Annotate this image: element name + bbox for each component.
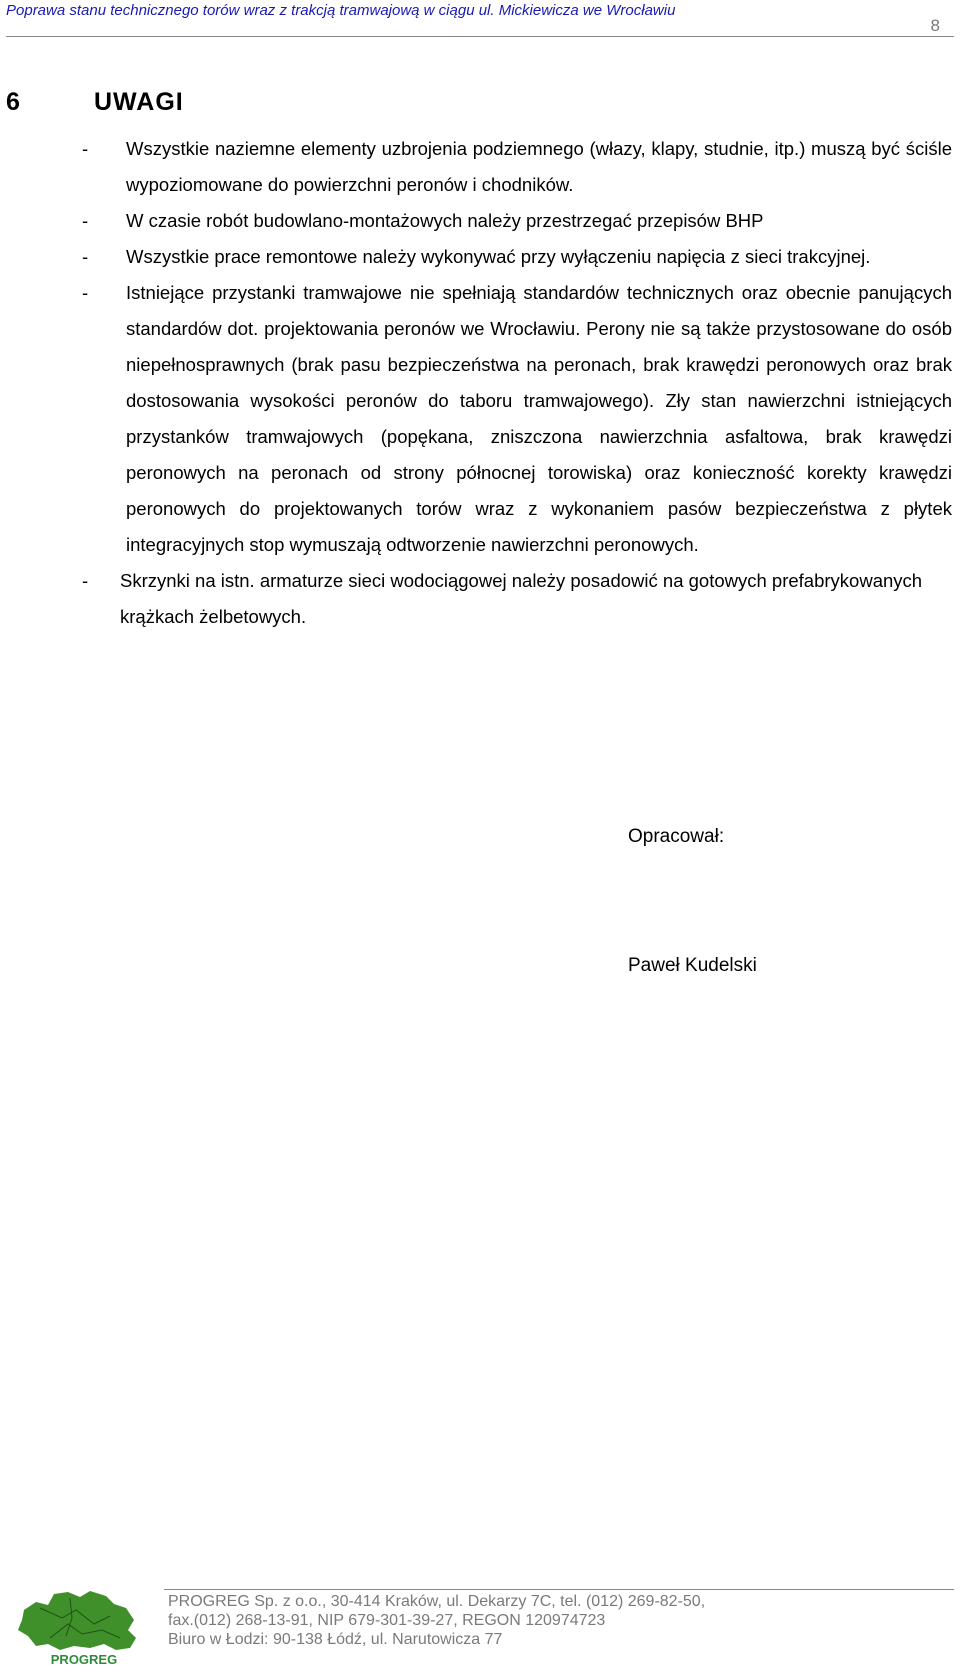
footer-divider xyxy=(164,1589,954,1590)
footer-contact xyxy=(168,1592,705,1649)
list-dash: - xyxy=(82,570,89,591)
list-dash: - xyxy=(82,246,89,267)
footer-line-office: Biuro w Łodzi: 90-138 Łódź, ul. Narutowicza 77 xyxy=(168,1631,503,1648)
note-text: Skrzynki na istn. armaturze sieci wodociągowej należy posadowić na gotowych prefabrykowanych krążkach żelbetowych. xyxy=(120,570,923,627)
footer-line-registry: fax.(012) 268-13-91, NIP 679-301-39-27, REGON 120974723 xyxy=(168,1612,606,1629)
list-dash: - xyxy=(82,282,89,303)
notes-list xyxy=(82,131,952,635)
note-item xyxy=(82,275,952,563)
map-logo-icon xyxy=(10,1588,160,1668)
note-text: Istniejące przystanki tramwajowe nie spełniają standardów technicznych oraz obecnie panujących standardów dot. projektowania peronów we Wrocławiu. Perony nie są także przystosowane do osób niepełnosprawnych (brak pasu bezpieczeństwa na peronach, brak krawędzi peronowych oraz brak dostosowania wysokości peronów do taboru tramwajowego). Zły stan nawierzchni istniejących przystanków tramwajowych (popękana, zniszczona nawierzchnia asfaltowa, brak krawędzi peronowych na peronach od strony północnej torowiska) oraz konieczność korekty krawędzi peronowych do projektowanych torów wraz z wykonaniem pasów bezpieczeństwa z płytek integracyjnych stop wymuszają odtworzenie nawierzchni peronowych. xyxy=(126,282,952,555)
list-dash: - xyxy=(82,210,89,231)
note-item xyxy=(82,203,952,239)
note-text: W czasie robót budowlano-montażowych należy przestrzegać przepisów BHP xyxy=(126,210,764,231)
section-number: 6 xyxy=(6,88,21,116)
note-item xyxy=(82,239,952,275)
logo-text: PROGREG xyxy=(50,1652,118,1667)
section-title: UWAGI xyxy=(94,88,184,116)
signature-name: Paweł Kudelski xyxy=(628,955,757,976)
note-item xyxy=(82,131,952,203)
note-text: Wszystkie prace remontowe należy wykonywać przy wyłączeniu napięcia z sieci trakcyjnej. xyxy=(126,246,871,267)
list-dash: - xyxy=(82,138,89,159)
footer-line-address: PROGREG Sp. z o.o., 30-414 Kraków, ul. Dekarzy 7C, tel. (012) 269-82-50, xyxy=(168,1593,706,1610)
document-header-title: Poprawa stanu technicznego torów wraz z trakcją tramwajową w ciągu ul. Mickiewicza we Wrocławiu xyxy=(6,2,676,19)
section-heading xyxy=(6,88,184,117)
progreg-logo xyxy=(10,1588,160,1668)
page-number: 8 xyxy=(930,16,940,35)
note-item xyxy=(82,563,952,635)
signature-label: Opracował: xyxy=(628,826,725,847)
header-divider xyxy=(6,36,954,37)
note-text: Wszystkie naziemne elementy uzbrojenia podziemnego (włazy, klapy, studnie, itp.) muszą być ściśle wypoziomowane do powierzchni peronów i chodników. xyxy=(126,138,952,195)
